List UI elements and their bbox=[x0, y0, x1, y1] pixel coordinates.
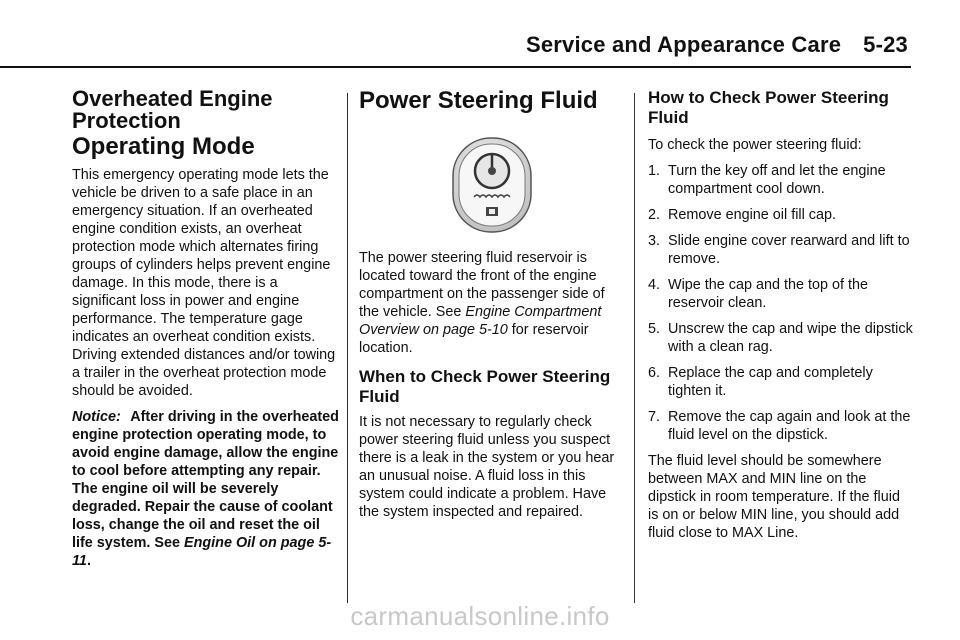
reservoir-location-end: for reservoir location. bbox=[359, 322, 589, 356]
list-item: 4. Wipe the cap and the top of the reservoir clean. bbox=[648, 277, 869, 311]
section-title: Service and Appearance Care bbox=[525, 32, 842, 57]
heading-line-2: Protection bbox=[72, 108, 181, 133]
section-heading-overheated-engine bbox=[72, 88, 342, 132]
subheading-when-to-check: When to Check Power Steering Fluid bbox=[359, 367, 611, 406]
header-text bbox=[526, 32, 908, 58]
how-to-check-intro: To check the power steering fluid: bbox=[648, 137, 862, 153]
notice-paragraph bbox=[72, 408, 342, 570]
reservoir-location-text: The power steering fluid reservoir is located toward the front of the engine compartment on the passenger side of the vehicle. bbox=[359, 250, 605, 320]
heading-line-1: Overheated Engine bbox=[72, 86, 273, 111]
power-steering-fluid-cap-icon bbox=[452, 137, 532, 233]
watermark: carmanualsonline.info bbox=[350, 601, 610, 631]
fluid-level-paragraph: The fluid level should be somewhere between MAX and MIN line on the dipstick in room temperature. If the fluid is on or below MIN line, you should add fluid close to MAX Line. bbox=[648, 453, 900, 541]
reservoir-see: See bbox=[435, 304, 462, 320]
notice-see: See bbox=[154, 535, 180, 551]
page-number: 5-23 bbox=[863, 32, 908, 57]
section-heading-power-steering-fluid: Power Steering Fluid bbox=[359, 87, 598, 114]
column-divider-2 bbox=[634, 93, 635, 603]
column-power-steering-fluid bbox=[359, 88, 624, 521]
steps-list bbox=[648, 162, 913, 444]
notice-label: Notice: bbox=[72, 409, 121, 425]
page-header bbox=[0, 30, 911, 68]
subheading-how-to-check: How to Check Power Steering Fluid bbox=[648, 88, 889, 127]
notice-text: After driving in the overheated engine protection operating mode, to avoid engine damage, allow the engine to cool before attempting any repair. The engine oil will be severely degraded. Repair the cause of coolant loss, change the oil and reset the oil life system. bbox=[72, 409, 339, 551]
list-item: 5. Unscrew the cap and wipe the dipstick with a clean rag. bbox=[648, 321, 913, 355]
column-how-to-check bbox=[648, 88, 913, 542]
list-item: 7. Remove the cap again and look at the fluid level on the dipstick. bbox=[648, 409, 911, 443]
engine-oil-reference[interactable]: Engine Oil on page 5-11 bbox=[72, 535, 332, 569]
column-divider-1 bbox=[347, 93, 348, 603]
list-item: 6. Replace the cap and completely tighten it. bbox=[648, 365, 873, 399]
overheat-mode-paragraph: This emergency operating mode lets the vehicle be driven to a safe place in an emergency situation. If an overheated engine condition exists, an overheat protection mode which alternates firing groups of cylinders helps prevent engine damage. In this mode, there is a significant loss in power and engine performance. The temperature gage indicates an overheat condition exists. Driving extended distances and/or towing a trailer in the overheat protection mode should be avoided. bbox=[72, 167, 336, 399]
list-item: 1. Turn the key off and let the engine compartment cool down. bbox=[648, 163, 886, 197]
notice-end: . bbox=[86, 553, 91, 569]
list-item: 2. Remove engine oil fill cap. bbox=[648, 207, 836, 223]
list-item: 3. Slide engine cover rearward and lift to remove. bbox=[648, 233, 910, 267]
when-to-check-paragraph: It is not necessary to regularly check power steering fluid unless you suspect there is a leak in the system or you hear an unusual noise. A fluid loss in this system could indicate a problem. Have the system inspected and repaired. bbox=[359, 414, 615, 520]
column-overheat-protection bbox=[72, 88, 342, 570]
section-heading-operating-mode: Operating Mode bbox=[72, 133, 255, 160]
reservoir-location-paragraph bbox=[359, 249, 624, 357]
engine-compartment-reference[interactable]: Engine Compartment Overview on page 5-10 bbox=[359, 304, 602, 338]
